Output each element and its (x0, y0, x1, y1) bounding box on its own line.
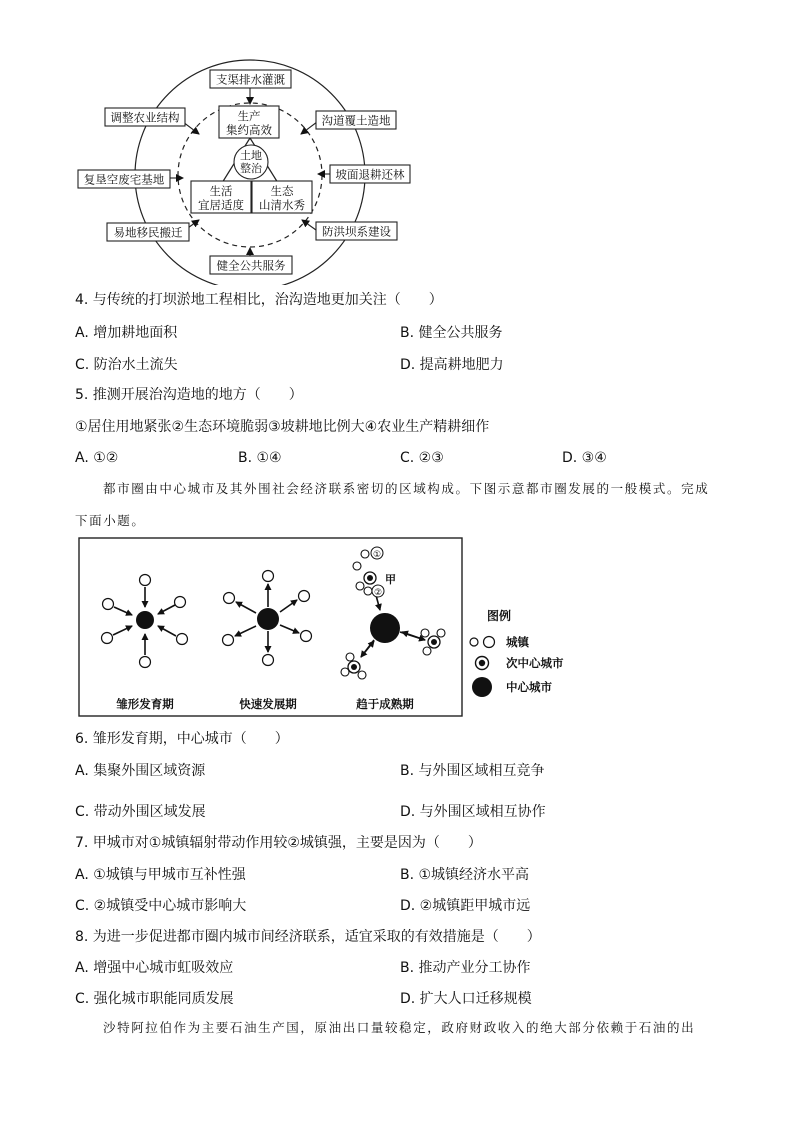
svg-text:山清水秀: 山清水秀 (259, 198, 305, 212)
legend-center-city: 中心城市 (506, 680, 552, 694)
svg-text:健全公共服务: 健全公共服务 (216, 258, 286, 273)
svg-text:防洪坝系建设: 防洪坝系建设 (322, 224, 391, 239)
question-4-stem: 4. 与传统的打坝淤地工程相比，治沟造地更加关注（ ） (75, 292, 443, 308)
q6-option-d[interactable]: D. 与外围区域相互协作 (400, 804, 546, 820)
q7-option-c[interactable]: C. ②城镇受中心城市影响大 (75, 898, 247, 914)
svg-text:调整农业结构: 调整农业结构 (110, 110, 180, 125)
passage-metropolitan-line1: 都市圈由中心城市及其外围社会经济联系密切的区域构成。下图示意都市圈发展的一般模式。完成 (103, 481, 710, 496)
legend-town: 城镇 (506, 635, 529, 649)
outer-box-branch-canal (210, 70, 291, 88)
q4-option-a[interactable]: A. 增加耕地面积 (75, 325, 178, 341)
passage-saudi-line1: 沙特阿拉伯作为主要石油生产国，原油出口量较稳定，政府财政收入的绝大部分依赖于石油的出 (103, 1020, 696, 1035)
svg-text:生态: 生态 (270, 184, 294, 198)
outer-box-flood-dam (316, 222, 397, 240)
stage3-label: 趋于成熟期 (356, 697, 414, 711)
q6-option-b[interactable]: B. 与外围区域相互竞争 (400, 763, 545, 779)
q7-option-a[interactable]: A. ①城镇与甲城市互补性强 (75, 867, 246, 883)
svg-text:支渠排水灌溉: 支渠排水灌溉 (216, 72, 285, 87)
q8-option-c[interactable]: C. 强化城市职能同质发展 (75, 991, 234, 1007)
q8-option-b[interactable]: B. 推动产业分工协作 (400, 960, 531, 976)
center-city-dot (257, 608, 279, 630)
svg-text:复垦空废宅基地: 复垦空废宅基地 (83, 172, 165, 187)
q6-option-a[interactable]: A. 集聚外围区域资源 (75, 763, 206, 779)
legend-title: 图例 (487, 609, 512, 623)
q4-option-b[interactable]: B. 健全公共服务 (400, 325, 503, 341)
question-6-stem: 6. 雏形发育期，中心城市（ ） (75, 731, 289, 747)
q7-option-b[interactable]: B. ①城镇经济水平高 (400, 867, 530, 883)
q5-option-a[interactable]: A. ①② (75, 450, 119, 466)
legend-sub-center: 次中心城市 (506, 656, 564, 670)
outer-box-homestead-reclaim (78, 170, 170, 188)
legend (470, 608, 564, 697)
outer-box-public-service (210, 256, 292, 274)
q7-option-d[interactable]: D. ②城镇距甲城市远 (400, 898, 531, 914)
stage2-label: 快速发展期 (239, 697, 297, 711)
stage1-label: 雏形发育期 (116, 697, 174, 711)
outer-box-slope-forest (330, 165, 410, 183)
svg-text:坡面退耕还林: 坡面退耕还林 (335, 167, 405, 182)
metropolitan-development-diagram (0, 530, 794, 725)
svg-text:易地移民搬迁: 易地移民搬迁 (113, 225, 183, 240)
q5-option-d[interactable]: D. ③④ (562, 450, 607, 466)
svg-text:生活: 生活 (209, 184, 233, 198)
q4-option-d[interactable]: D. 提高耕地肥力 (400, 357, 504, 373)
question-7-stem: 7. 甲城市对①城镇辐射带动作用较②城镇强，主要是因为（ ） (75, 835, 482, 851)
question-5-conditions: ①居住用地紧张②生态环境脆弱③坡耕地比例大④农业生产精耕细作 (75, 419, 490, 435)
q4-option-c[interactable]: C. 防治水土流失 (75, 357, 178, 373)
label-town-1: ① (372, 550, 382, 560)
outer-box-gully-cover (316, 111, 396, 129)
outer-box-relocation (107, 223, 189, 241)
outer-box-adjust-agriculture (105, 108, 185, 126)
svg-text:生产: 生产 (237, 109, 261, 123)
label-jia: 甲 (385, 573, 396, 586)
question-5-stem: 5. 推测开展治沟造地的地方（ ） (75, 387, 303, 403)
question-8-stem: 8. 为进一步促进都市圈内城市间经济联系，适宜采取的有效措施是（ ） (75, 929, 541, 945)
center-circle-land-consolidation (234, 145, 268, 179)
inner-box-ecology (252, 181, 312, 213)
q6-option-c[interactable]: C. 带动外围区域发展 (75, 804, 206, 820)
center-city-dot (136, 611, 154, 629)
svg-text:宜居适度: 宜居适度 (198, 198, 244, 212)
label-town-2: ② (373, 588, 383, 598)
q8-option-a[interactable]: A. 增强中心城市虹吸效应 (75, 960, 234, 976)
land-consolidation-diagram (0, 0, 794, 285)
svg-text:沟道覆土造地: 沟道覆土造地 (321, 113, 391, 128)
svg-text:整治: 整治 (240, 162, 262, 175)
inner-box-production (219, 106, 279, 138)
q5-option-c[interactable]: C. ②③ (400, 450, 444, 466)
passage-metropolitan-line2: 下面小题。 (75, 513, 146, 528)
inner-box-living (191, 181, 251, 213)
svg-text:土地: 土地 (240, 149, 262, 162)
center-city-dot (370, 613, 400, 643)
svg-text:集约高效: 集约高效 (226, 123, 272, 137)
q5-option-b[interactable]: B. ①④ (238, 450, 282, 466)
q8-option-d[interactable]: D. 扩大人口迁移规模 (400, 991, 532, 1007)
